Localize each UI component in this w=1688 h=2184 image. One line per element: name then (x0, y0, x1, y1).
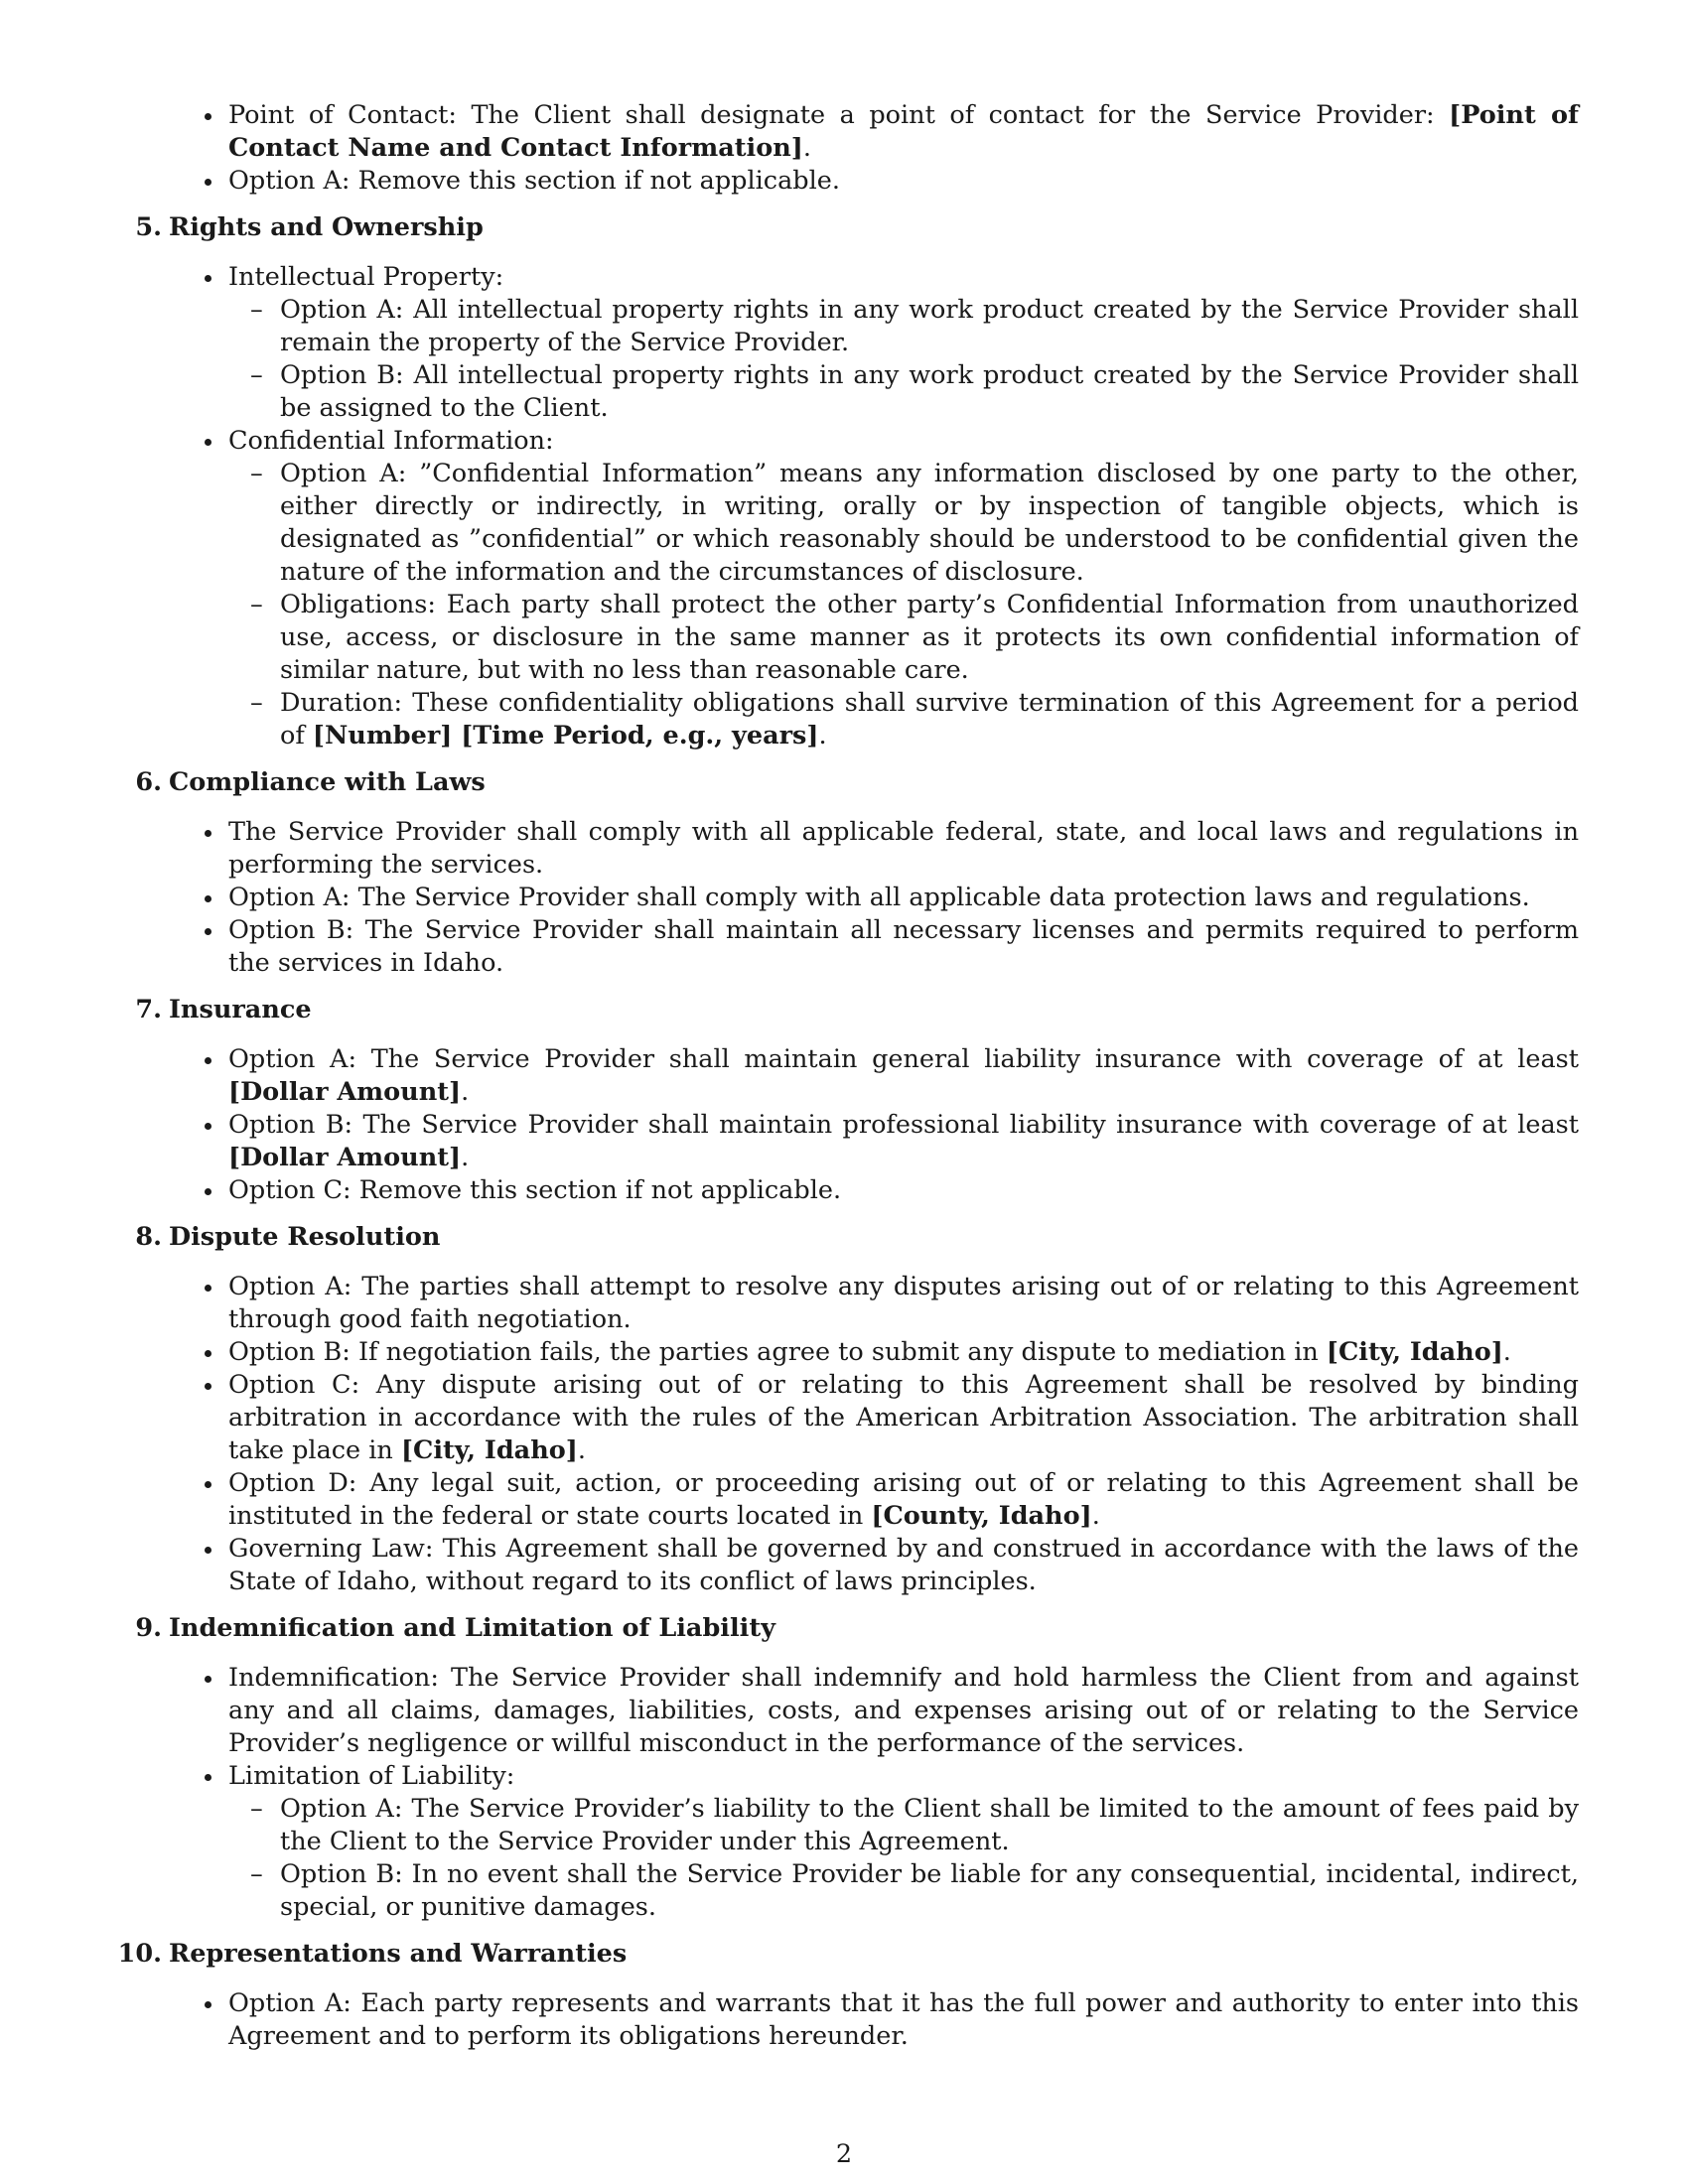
list-item (228, 165, 1579, 198)
item-text: Option B: The Service Provider shall maintain all necessary licenses and permits required to perform the services in Idaho. (228, 915, 1579, 978)
item-text: Option B: In no event shall the Service Provider be liable for any consequential, incidental, indirect, special, or punitive damages. (280, 1859, 1579, 1922)
section-heading (134, 211, 1579, 244)
sub-list-item (280, 687, 1579, 752)
section-list (134, 1043, 1579, 1207)
page-content (117, 99, 1579, 2053)
section-representations (117, 1938, 1579, 2053)
item-text: . (461, 1077, 470, 1107)
section-heading (134, 766, 1579, 799)
sub-list (228, 1793, 1579, 1924)
list-item (228, 1336, 1579, 1369)
item-text: Option A: Each party represents and warrants that it has the full power and authority to enter into this Agreement and to perform its obligations hereunder. (228, 1988, 1579, 2051)
section-heading (134, 1612, 1579, 1645)
list-item (228, 914, 1579, 980)
list-item (228, 1174, 1579, 1207)
item-text: Option C: Any dispute arising out of or relating to this Agreement shall be resolved by binding arbitration in accordance with the rules of the American Arbitration Association. The arbitration shall take place in (228, 1370, 1579, 1465)
list-item (228, 1533, 1579, 1598)
item-text: Option A: Remove this section if not applicable. (228, 166, 840, 196)
section-title: Rights and Ownership (169, 212, 484, 242)
section-title: Indemnification and Limitation of Liability (169, 1613, 775, 1643)
placeholder-text: [Point of Contact Name and Contact Information] (228, 100, 1579, 163)
list-item (228, 261, 1579, 425)
item-text: Indemnification: The Service Provider shall indemnify and hold harmless the Client from and against any and all claims, damages, liabilities, costs, and expenses arising out of or relating to the Service Provider’s negligence or willful misconduct in the performance of the services. (228, 1663, 1579, 1758)
item-text: Option A: The Service Provider shall maintain general liability insurance with coverage of at least (228, 1044, 1579, 1074)
list-item (228, 1760, 1579, 1924)
section-compliance (134, 766, 1579, 980)
item-text: Governing Law: This Agreement shall be governed by and construed in accordance with the laws of the State of Idaho, without regard to its conflict of laws principles. (228, 1534, 1579, 1596)
list-item (228, 1662, 1579, 1760)
section-number: 7. (135, 995, 162, 1024)
section-heading (134, 1221, 1579, 1254)
item-text: Confidential Information: (228, 426, 554, 456)
placeholder-text: [Number] [Time Period, e.g., years] (312, 721, 819, 751)
placeholder-text: [Dollar Amount] (228, 1143, 462, 1172)
section-number: 10. (117, 1939, 162, 1969)
page-number: 2 (835, 2139, 853, 2169)
list-item (228, 1369, 1579, 1467)
section-title: Compliance with Laws (169, 767, 486, 797)
sub-list-item (280, 458, 1579, 589)
item-text: Option B: All intellectual property rights in any work product created by the Service Provider shall be assigned to the Client. (280, 360, 1579, 423)
item-text: . (802, 133, 811, 163)
list-item (228, 1043, 1579, 1109)
section-list (134, 1987, 1579, 2053)
item-text: Point of Contact: The Client shall designate a point of contact for the Service Provider: (228, 100, 1450, 130)
sub-list-item (280, 294, 1579, 359)
intro-list (134, 99, 1579, 198)
item-text: . (1502, 1337, 1511, 1367)
placeholder-text: [City, Idaho] (400, 1435, 578, 1465)
item-text: Limitation of Liability: (228, 1761, 515, 1791)
section-number: 9. (135, 1613, 162, 1643)
item-text: Option D: Any legal suit, action, or proceeding arising out of or relating to this Agreement shall be instituted in the federal or state courts located in (228, 1468, 1579, 1531)
section-number: 5. (135, 212, 162, 242)
sub-list-item (280, 589, 1579, 687)
section-dispute-resolution (134, 1221, 1579, 1598)
section-indemnification (134, 1612, 1579, 1924)
section-title: Insurance (169, 995, 312, 1024)
section-list (134, 1662, 1579, 1924)
item-text: Option A: The parties shall attempt to resolve any disputes arising out of or relating to this Agreement through good faith negotiation. (228, 1272, 1579, 1334)
item-text: . (818, 721, 827, 751)
item-text: Obligations: Each party shall protect the other party’s Confidential Information from unauthorized use, access, or disclosure in the same manner as it protects its own confidential information of similar nature, but with no less than reasonable care. (280, 590, 1579, 685)
item-text: Option A: The Service Provider’s liability to the Client shall be limited to the amount of fees paid by the Client to the Service Provider under this Agreement. (280, 1794, 1579, 1856)
section-number: 8. (135, 1222, 162, 1252)
list-item (228, 816, 1579, 882)
section-number: 6. (135, 767, 162, 797)
item-text: . (1091, 1501, 1100, 1531)
sub-list-item (280, 359, 1579, 425)
item-text: Intellectual Property: (228, 262, 504, 292)
list-item (228, 882, 1579, 914)
item-text: The Service Provider shall comply with all applicable federal, state, and local laws and regulations in performing the services. (228, 817, 1579, 880)
list-item (228, 425, 1579, 752)
sub-list (228, 458, 1579, 752)
item-text: Duration: These confidentiality obligations shall survive termination of this Agreement for a period of (280, 688, 1579, 751)
section-insurance (134, 994, 1579, 1207)
sub-list (228, 294, 1579, 425)
list-item (228, 99, 1579, 165)
item-text: Option A: The Service Provider shall comply with all applicable data protection laws and regulations. (228, 883, 1530, 912)
list-item (228, 1271, 1579, 1336)
section-list (134, 816, 1579, 980)
section-heading (117, 1938, 1579, 1971)
placeholder-text: [City, Idaho] (1326, 1337, 1503, 1367)
item-text: Option A: ”Confidential Information” means any information disclosed by one party to the other, either directly or indirectly, in writing, orally or by inspection of tangible objects, which is designated as ”confidential” or which reasonably should be understood to be confidential given the nature of the information and the circumstances of disclosure. (280, 459, 1579, 587)
section-title: Representations and Warranties (169, 1939, 628, 1969)
section-list (134, 261, 1579, 752)
sub-list-item (280, 1858, 1579, 1924)
placeholder-text: [County, Idaho] (871, 1501, 1092, 1531)
item-text: . (461, 1143, 470, 1172)
list-item (228, 1987, 1579, 2053)
list-item (228, 1109, 1579, 1174)
placeholder-text: [Dollar Amount] (228, 1077, 462, 1107)
sub-list-item (280, 1793, 1579, 1858)
list-item (228, 1467, 1579, 1533)
section-title: Dispute Resolution (169, 1222, 441, 1252)
item-text: Option B: If negotiation fails, the parties agree to submit any dispute to mediation in (228, 1337, 1327, 1367)
item-text: Option B: The Service Provider shall maintain professional liability insurance with coverage of at least (228, 1110, 1579, 1140)
section-heading (134, 994, 1579, 1026)
section-rights-ownership (134, 211, 1579, 752)
section-list (134, 1271, 1579, 1598)
item-text: Option A: All intellectual property rights in any work product created by the Service Provider shall remain the property of the Service Provider. (280, 295, 1579, 357)
item-text: Option C: Remove this section if not applicable. (228, 1175, 842, 1205)
item-text: . (577, 1435, 586, 1465)
